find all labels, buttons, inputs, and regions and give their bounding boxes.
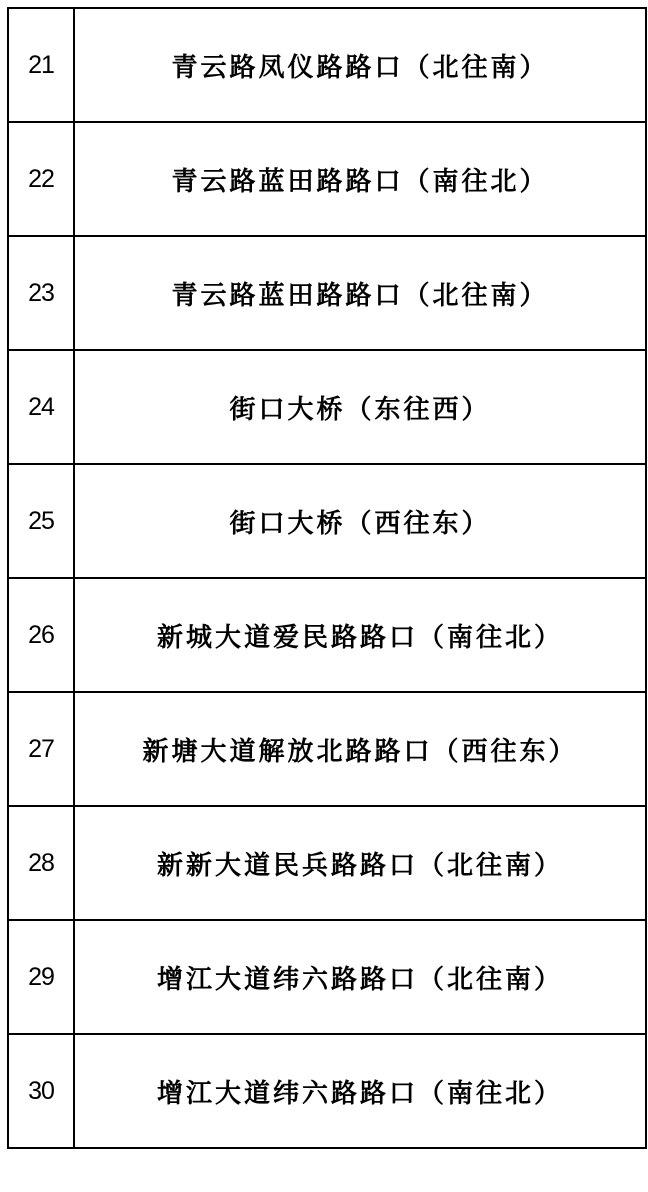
row-number: 21 — [8, 8, 74, 122]
row-number: 25 — [8, 464, 74, 578]
table-row — [8, 350, 646, 464]
table-row — [8, 692, 646, 806]
table-row — [8, 464, 646, 578]
location-cell: 新新大道民兵路路口（北往南） — [74, 806, 646, 920]
location-cell: 青云路蓝田路路口（北往南） — [74, 236, 646, 350]
row-number: 22 — [8, 122, 74, 236]
row-number: 26 — [8, 578, 74, 692]
location-cell: 街口大桥（东往西） — [74, 350, 646, 464]
row-number: 23 — [8, 236, 74, 350]
location-cell: 青云路蓝田路路口（南往北） — [74, 122, 646, 236]
table-row — [8, 236, 646, 350]
location-cell: 青云路凤仪路路口（北往南） — [74, 8, 646, 122]
location-cell: 新塘大道解放北路路口（西往东） — [74, 692, 646, 806]
table-row — [8, 1034, 646, 1148]
table-row — [8, 920, 646, 1034]
table-row — [8, 122, 646, 236]
location-table — [7, 7, 647, 1149]
row-number: 29 — [8, 920, 74, 1034]
table-body — [8, 8, 646, 1148]
table-row — [8, 578, 646, 692]
location-cell: 新城大道爱民路路口（南往北） — [74, 578, 646, 692]
document-page — [7, 7, 648, 1187]
table-row — [8, 8, 646, 122]
table-row — [8, 806, 646, 920]
row-number: 24 — [8, 350, 74, 464]
location-cell: 增江大道纬六路路口（南往北） — [74, 1034, 646, 1148]
row-number: 27 — [8, 692, 74, 806]
location-cell: 街口大桥（西往东） — [74, 464, 646, 578]
location-cell: 增江大道纬六路路口（北往南） — [74, 920, 646, 1034]
row-number: 30 — [8, 1034, 74, 1148]
row-number: 28 — [8, 806, 74, 920]
